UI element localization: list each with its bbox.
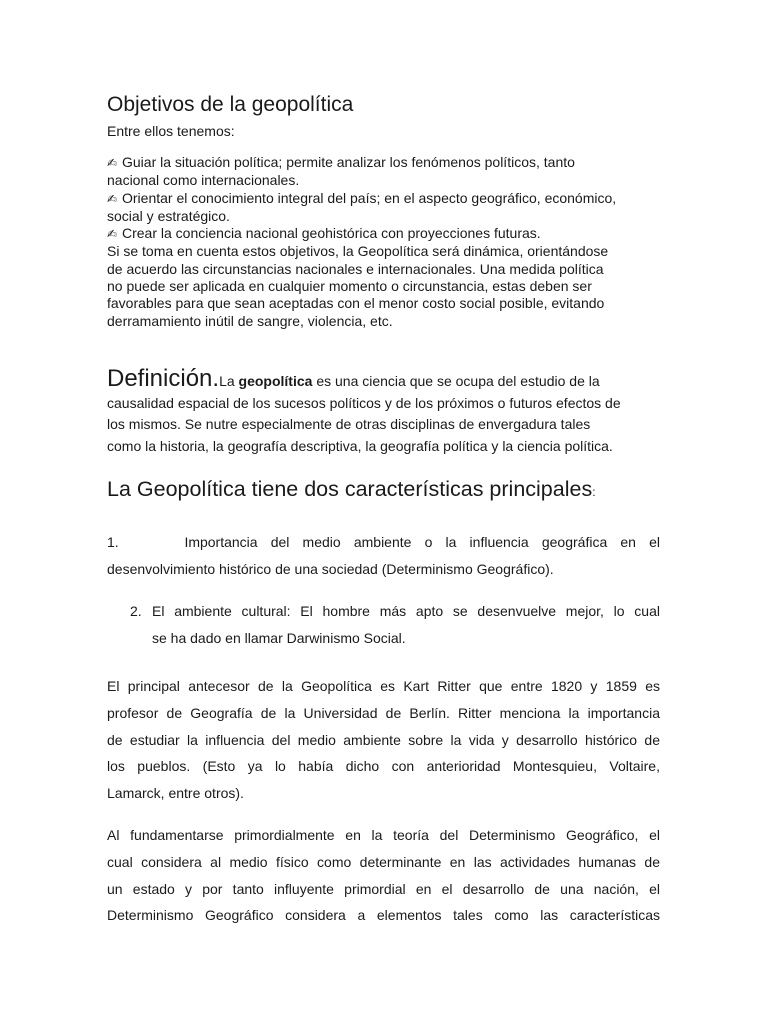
definition-line: como la historia, la geografía descriptiva, la geografía política y la ciencia política.	[107, 437, 613, 454]
objective-item: ✍ Guiar la situación política; permite analizar los fenómenos políticos, tanto	[107, 154, 660, 172]
paragraph-line: Si se toma en cuenta estos objetivos, la Geopolítica será dinámica, orientándose	[107, 243, 609, 260]
definition-line: los mismos. Se nutre especialmente de otras disciplinas de envergadura tales	[107, 416, 591, 432]
writing-hand-icon: ✍	[107, 191, 118, 206]
intro-text: Entre ellos tenemos:	[107, 123, 235, 139]
objective-item: ✍ Orientar el conocimiento integral del país; en el aspecto geográfico, económico,	[107, 190, 660, 208]
heading-caracteristicas: La Geopolítica tiene dos características principales:	[107, 477, 596, 501]
paragraph-line: derramamiento inútil de sangre, violencia, etc.	[107, 312, 393, 329]
definition-block	[107, 365, 660, 457]
heading-objetivos: Objetivos de la geopolítica	[107, 93, 354, 116]
definition-line: causalidad espacial de los sucesos políticos y de los próximos o futuros efectos de	[107, 394, 621, 411]
objective-item-cont: social y estratégico.	[107, 207, 230, 224]
paragraph-line: favorables para que sean aceptadas con el menor costo social posible, evitando	[107, 295, 605, 312]
paragraph-line: de acuerdo las circunstancias nacionales e internacionales. Una medida política	[107, 260, 604, 277]
bold-term: geopolítica	[238, 373, 313, 389]
paragraph-ritter: El principal antecesor de la Geopolítica es Kart Ritter que entre 1820 y 1859 es profesor de Geografía de la Universidad de Berlín. Ritter menciona la importancia de estudiar la influencia del medio ambiente sobre la vida y desarrollo histórico de los pueblos. (Esto ya lo había dicho con anterioridad Montesquieu, Voltaire, Lamarck, entre otros).	[107, 678, 660, 802]
objective-item-cont: nacional como internacionales.	[107, 172, 300, 189]
definition-title: Definición.	[107, 365, 220, 392]
paragraph-line: no puede ser aplicada en cualquier momento o circunstancia, estas deben ser	[107, 278, 592, 295]
objectives-block	[107, 154, 660, 330]
writing-hand-icon: ✍	[107, 156, 118, 170]
writing-hand-icon: ✍	[107, 227, 118, 242]
definition-first-line: Definición.La geopolítica es una ciencia que se ocupa del estudio de la	[107, 365, 600, 392]
characteristic-item-1: 1. Importancia del medio ambiente o la influencia geográfica en el desenvolvimiento histórico de una sociedad (Determinismo Geográfico).	[107, 534, 660, 577]
characteristic-item-2: 2. El ambiente cultural: El hombre más apto se desenvuelve mejor, lo cual se ha dado en llamar Darwinismo Social.	[130, 603, 660, 646]
objective-item: ✍ Crear la conciencia nacional geohistórica con proyecciones futuras.	[107, 225, 660, 243]
paragraph-determinismo: Al fundamentarse primordialmente en la teoría del Determinismo Geográfico, el cual considera al medio físico como determinante en las actividades humanas de un estado y por tanto influyente primordial en el desarrollo de una nación, el Determinismo Geográfico considera a elementos tales como las características	[107, 827, 660, 924]
